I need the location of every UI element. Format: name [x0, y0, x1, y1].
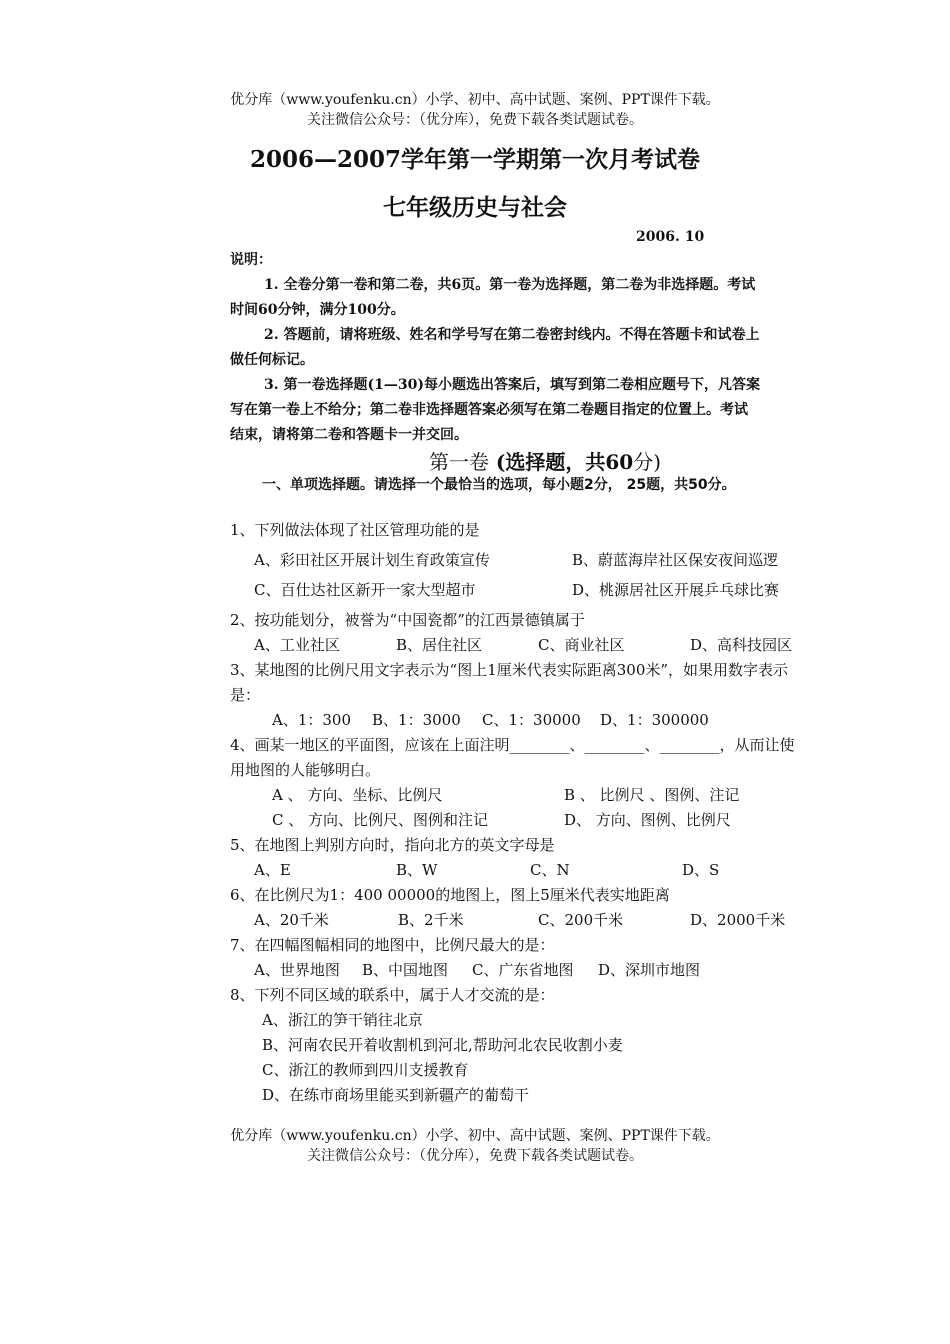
question-6-stem: 6、在比例尺为1：400 00000的地图上，图上5厘米代表实地距离: [230, 886, 670, 904]
header-line-2: 关注微信公众号：（优分库），免费下载各类试题试卷。: [307, 112, 643, 128]
instruction-1-line-b: 时间60分钟，满分100分。: [230, 302, 405, 318]
exam-date: 2006. 10: [636, 229, 705, 245]
instruction-2: [230, 323, 860, 348]
question-3-option-d: D、1：300000: [600, 711, 709, 729]
instruction-3-line-a: 3. 第一卷选择题(1—30)每小题选出答案后，填写到第二卷相应题号下，凡答案: [264, 377, 760, 393]
question-3-stem-line-a: 3、某地图的比例尺用文字表示为“图上1厘米代表实际距离300米”，如果用数字表示: [230, 661, 789, 679]
question-5-option-d: D、S: [682, 861, 720, 879]
page-header: [0, 90, 950, 130]
question-2-option-c: C、商业社区: [538, 636, 625, 654]
part-1-title: [0, 446, 950, 475]
part-1-title-num: 60: [605, 450, 634, 474]
footer-line-1: 优分库（www.youfenku.cn）小学、初中、高中试题、案例、PPT课件下载。: [230, 1128, 720, 1144]
instructions-heading: 说明：: [230, 252, 272, 268]
footer-line-2: 关注微信公众号：（优分库），免费下载各类试题试卷。: [307, 1148, 643, 1164]
question-7-option-b: B、中国地图: [362, 961, 449, 979]
question-7-option-d: D、深圳市地图: [598, 961, 701, 979]
question-5-option-a: A、E: [254, 861, 291, 879]
instruction-2-line-a: 2. 答题前，请将班级、姓名和学号写在第二卷密封线内。不得在答题卡和试卷上: [264, 327, 760, 343]
instruction-1: [230, 273, 860, 298]
question-2-option-d: D、高科技园区: [690, 636, 793, 654]
question-8-option-b: B、河南农民开着收割机到河北,帮助河北农民收割小麦: [262, 1036, 623, 1054]
question-3-option-a: A、1：300: [272, 711, 352, 729]
question-5-option-c: C、N: [530, 861, 570, 879]
instruction-3-line-b: 写在第一卷上不给分；第二卷非选择题答案必须写在第二卷题目指定的位置上。考试: [230, 402, 748, 418]
instruction-3-line-c: 结束，请将第二卷和答题卡一并交回。: [230, 427, 468, 443]
instruction-3: [230, 373, 860, 398]
question-7-option-c: C、广东省地图: [472, 961, 574, 979]
part-1-title-paren: (选择题，共: [488, 450, 606, 474]
question-3-option-c: C、1：30000: [482, 711, 581, 729]
question-4-stem-line-b: 用地图的人能够明白。: [230, 761, 381, 779]
instructions: [230, 248, 860, 448]
question-4-stem-line-a: 4、画某一地区的平面图，应该在上面注明________、________、________，从而让使: [230, 736, 795, 754]
question-3-option-b: B、1：3000: [372, 711, 461, 729]
question-4-option-a: A 、 方向、坐标、比例尺: [272, 786, 443, 804]
question-2-option-a: A、工业社区: [254, 636, 340, 654]
question-6-option-c: C、200千米: [538, 911, 624, 929]
question-8-option-c: C、浙江的教师到四川支援教育: [262, 1061, 469, 1079]
question-1-stem: 1、下列做法体现了社区管理功能的是: [230, 521, 480, 539]
part-1-title-post: 分): [633, 450, 662, 474]
section-heading: 一、单项选择题。请选择一个最恰当的选项，每小题2分， 25题，共50分。: [262, 477, 736, 493]
question-4-option-b: B 、 比例尺 、图例、注记: [564, 786, 740, 804]
question-2-option-b: B、居住社区: [396, 636, 483, 654]
question-7-option-a: A、世界地图: [254, 961, 340, 979]
part-1-title-pre: 第一卷: [428, 450, 489, 474]
question-1-option-c: C、百仕达社区新开一家大型超市: [254, 581, 476, 599]
question-4-stem: [230, 733, 862, 783]
question-6-option-d: D、2000千米: [690, 911, 786, 929]
question-8-option-d: D、在练市商场里能买到新疆产的葡萄干: [262, 1086, 530, 1104]
question-3-stem: [230, 658, 862, 708]
question-4-option-d: D、 方向、图例、比例尺: [564, 811, 731, 829]
question-8-option-a: A、浙江的笋干销往北京: [262, 1011, 423, 1029]
exam-title: 2006—2007学年第一学期第一次月考试卷: [249, 146, 701, 173]
question-5-option-b: B、W: [396, 861, 438, 879]
page-footer: [0, 1126, 950, 1166]
question-8-stem: 8、下列不同区域的联系中，属于人才交流的是：: [230, 986, 555, 1004]
instruction-1-line-a: 1. 全卷分第一卷和第二卷，共6页。第一卷为选择题，第二卷为非选择题。考试: [264, 277, 756, 293]
question-7-stem: 7、在四幅图幅相同的地图中，比例尺最大的是：: [230, 936, 555, 954]
exam-subtitle: 七年级历史与社会: [383, 194, 567, 221]
question-5-stem: 5、在地图上判别方向时，指向北方的英文字母是: [230, 836, 555, 854]
question-3-stem-line-b: 是：: [230, 686, 261, 704]
question-6-option-a: A、20千米: [254, 911, 329, 929]
instruction-2-line-b: 做任何标记。: [230, 352, 314, 368]
question-4-option-c: C 、 方向、比例尺、图例和注记: [272, 811, 489, 829]
question-2-stem: 2、按功能划分，被誉为“中国瓷都”的江西景德镇属于: [230, 611, 585, 629]
header-line-1: 优分库（www.youfenku.cn）小学、初中、高中试题、案例、PPT课件下载。: [230, 92, 720, 108]
question-1-option-b: B、蔚蓝海岸社区保安夜间巡逻: [572, 551, 779, 569]
question-1-option-d: D、桃源居社区开展乒乓球比赛: [572, 581, 780, 599]
question-6-option-b: B、2千米: [398, 911, 464, 929]
question-1-option-a: A、彩田社区开展计划生育政策宣传: [254, 551, 490, 569]
